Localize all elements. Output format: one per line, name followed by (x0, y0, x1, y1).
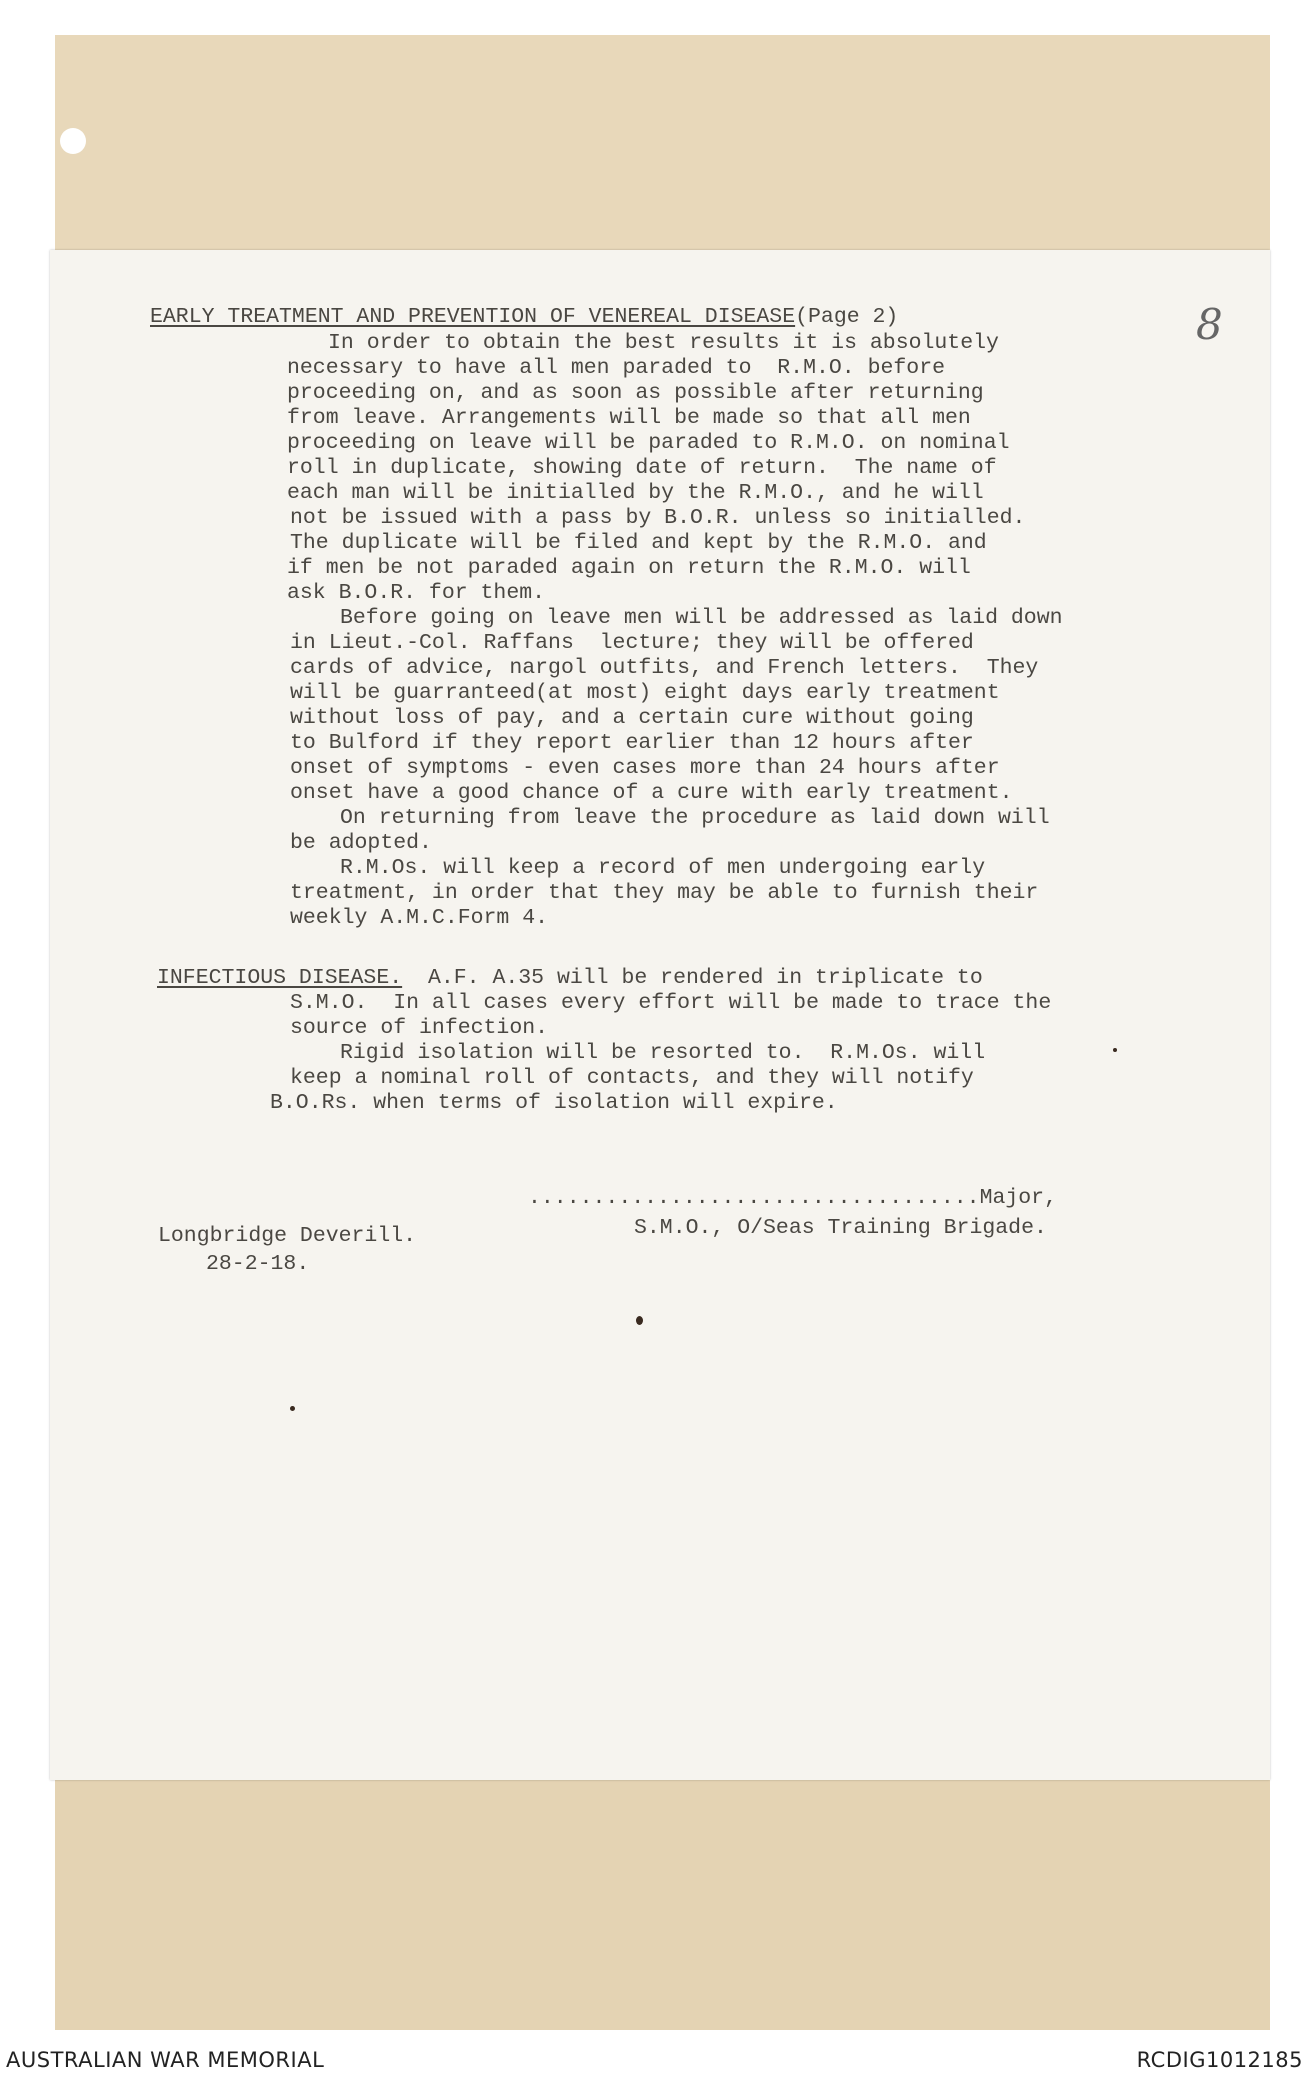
text-line: Before going on leave men will be addressed as laid down (340, 606, 1063, 630)
footer-right: RCDIG1012185 (1136, 2048, 1303, 2072)
text-line: weekly A.M.C.Form 4. (290, 906, 549, 930)
text-line: if men be not paraded again on return the R.M.O. will (287, 556, 971, 580)
text-line: keep a nominal roll of contacts, and they will notify (290, 1066, 974, 1090)
text-line: S.M.O. In all cases every effort will be made to trace the (290, 991, 1052, 1015)
place: Longbridge Deverill. (158, 1224, 417, 1248)
text-line: be adopted. (290, 831, 432, 855)
signature-title: S.M.O., O/Seas Training Brigade. (634, 1216, 1047, 1240)
text-line: roll in duplicate, showing date of return. The name of (287, 456, 997, 480)
ink-speck (636, 1316, 643, 1325)
text-line: proceeding on leave will be paraded to R.M.O. on nominal (287, 431, 1010, 455)
heading-venereal-suffix: (Page 2) (795, 305, 899, 329)
text-line: treatment, in order that they may be able to furnish their (290, 881, 1039, 905)
text-line: onset of symptoms - even cases more than 24 hours after (290, 756, 1000, 780)
text-line: On returning from leave the procedure as laid down will (340, 806, 1050, 830)
punch-hole (60, 128, 86, 154)
text-line: In order to obtain the best results it is absolutely (328, 331, 999, 355)
text-line: source of infection. (290, 1016, 549, 1040)
heading-infectious-text: INFECTIOUS DISEASE. (157, 966, 403, 990)
page-number: 8 (1196, 300, 1223, 349)
text-line: in Lieut.-Col. Raffans lecture; they will be offered (290, 631, 974, 655)
ink-speck (1113, 1048, 1117, 1052)
heading-infectious (157, 968, 983, 990)
heading-venereal (150, 307, 898, 329)
text-line: will be guarranteed(at most) eight days early treatment (290, 681, 1000, 705)
text-line: proceeding on, and as soon as possible after returning (287, 381, 984, 405)
text-line: necessary to have all men paraded to R.M.O. before (287, 356, 946, 380)
text-line: B.O.Rs. when terms of isolation will expire. (270, 1091, 838, 1115)
signature-line: ...................................Major, (528, 1186, 1057, 1210)
text-line: ask B.O.R. for them. (287, 581, 546, 605)
text-line: onset have a good chance of a cure with early treatment. (290, 781, 1013, 805)
text-line: to Bulford if they report earlier than 12 hours after (290, 731, 974, 755)
text-line: each man will be initialled by the R.M.O., and he will (287, 481, 984, 505)
text-line: Rigid isolation will be resorted to. R.M.Os. will (340, 1041, 986, 1065)
text-line: The duplicate will be filed and kept by the R.M.O. and (290, 531, 987, 555)
text-line: not be issued with a pass by B.O.R. unless so initialled. (290, 506, 1026, 530)
heading-venereal-text: EARLY TREATMENT AND PREVENTION OF VENEREAL DISEASE (150, 305, 796, 329)
footer-left: AUSTRALIAN WAR MEMORIAL (6, 2048, 325, 2072)
date: 28-2-18. (206, 1252, 310, 1276)
text-line: R.M.Os. will keep a record of men undergoing early (340, 856, 986, 880)
heading-infectious-rest: A.F. A.35 will be rendered in triplicate to (402, 966, 983, 990)
text-line: cards of advice, nargol outfits, and French letters. They (290, 656, 1039, 680)
text-line: without loss of pay, and a certain cure without going (290, 706, 974, 730)
text-line: from leave. Arrangements will be made so that all men (287, 406, 971, 430)
backing-board-top (55, 35, 1270, 255)
ink-speck (290, 1406, 295, 1411)
